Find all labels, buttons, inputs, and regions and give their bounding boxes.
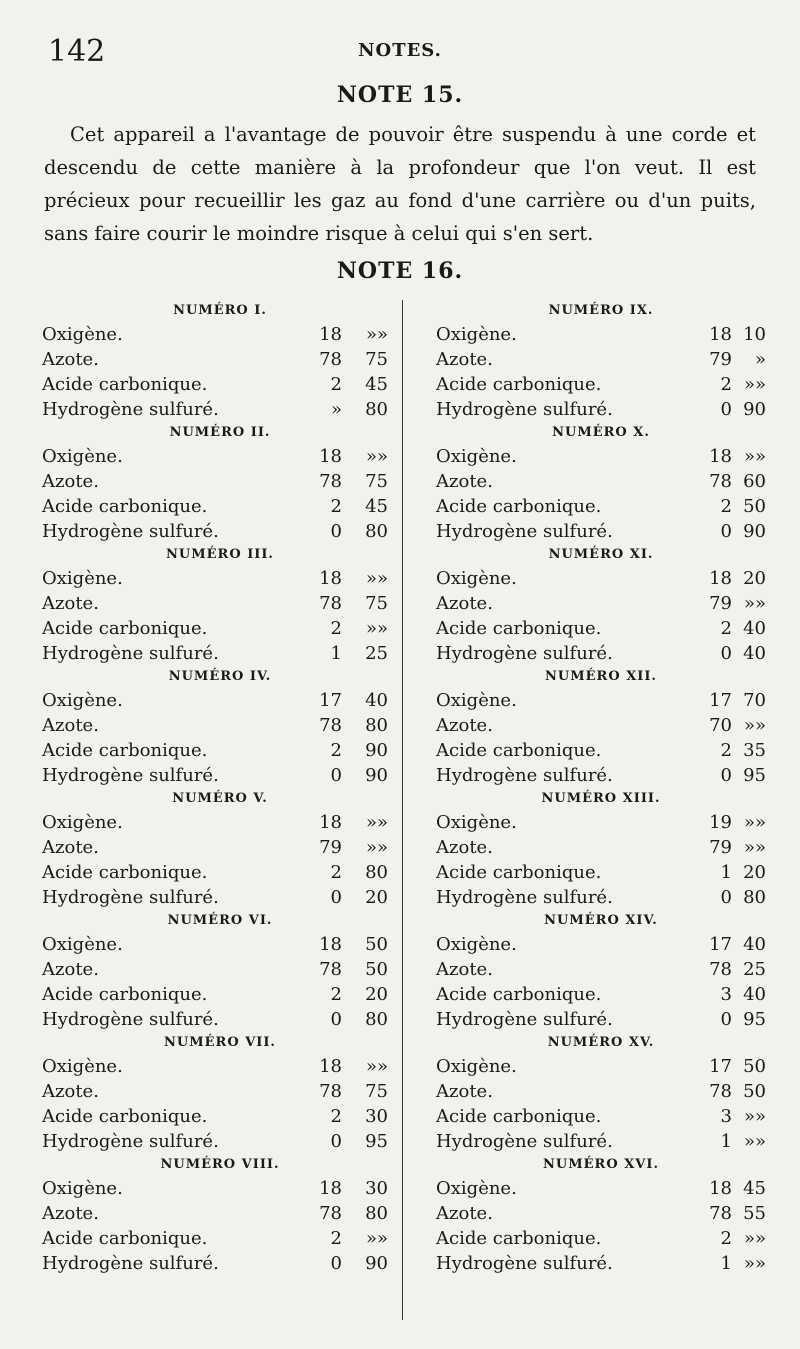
sample-title: NUMÉRO XI. — [548, 547, 654, 562]
gas-value-fraction: »» — [743, 374, 766, 395]
gas-value-whole: 78 — [319, 715, 342, 736]
gas-name: Hydrogène sulfuré. — [42, 399, 219, 420]
gas-value-fraction: »» — [743, 812, 766, 833]
gas-value-fraction: 90 — [365, 740, 388, 761]
gas-name: Azote. — [436, 593, 493, 614]
gas-value-fraction: 80 — [365, 862, 388, 883]
gas-row — [42, 1079, 398, 1104]
gas-value-fraction: 35 — [743, 740, 766, 761]
gas-name: Acide carbonique. — [42, 1106, 208, 1127]
gas-value-whole: 0 — [720, 887, 732, 908]
sample-group — [436, 300, 766, 422]
gas-name: Acide carbonique. — [42, 862, 208, 883]
gas-name: Oxigène. — [42, 1178, 123, 1199]
gas-value-fraction: 45 — [365, 374, 388, 395]
gas-value-fraction: 20 — [743, 568, 766, 589]
gas-name: Oxigène. — [42, 1056, 123, 1077]
sample-title: NUMÉRO XVI. — [543, 1157, 659, 1172]
gas-name: Acide carbonique. — [42, 740, 208, 761]
gas-name: Acide carbonique. — [436, 740, 602, 761]
sample-group — [42, 1154, 398, 1276]
gas-value-fraction: 95 — [743, 1009, 766, 1030]
gas-value-whole: 79 — [709, 837, 732, 858]
gas-value-fraction: 80 — [743, 887, 766, 908]
gas-value-whole: 78 — [319, 471, 342, 492]
gas-name: Azote. — [42, 471, 99, 492]
gas-value-fraction: 25 — [743, 959, 766, 980]
gas-value-fraction: »» — [743, 1253, 766, 1274]
gas-name: Hydrogène sulfuré. — [436, 399, 613, 420]
gas-value-whole: 1 — [720, 1131, 732, 1152]
gas-row — [42, 982, 398, 1007]
gas-row — [436, 347, 766, 372]
gas-row — [436, 519, 766, 544]
gas-value-whole: 18 — [319, 446, 342, 467]
page-header — [40, 34, 760, 70]
gas-row — [436, 372, 766, 397]
gas-row — [42, 519, 398, 544]
gas-value-fraction: 90 — [743, 399, 766, 420]
gas-row — [42, 810, 398, 835]
gas-value-whole: 18 — [319, 934, 342, 955]
gas-row — [42, 1007, 398, 1032]
gas-name: Oxigène. — [42, 446, 123, 467]
gas-row — [436, 322, 766, 347]
gas-name: Oxigène. — [436, 690, 517, 711]
gas-name: Azote. — [436, 837, 493, 858]
gas-value-fraction: »» — [743, 837, 766, 858]
gas-value-fraction: 75 — [365, 1081, 388, 1102]
gas-name: Acide carbonique. — [436, 496, 602, 517]
gas-value-whole: 17 — [709, 934, 732, 955]
gas-name: Hydrogène sulfuré. — [42, 765, 219, 786]
sample-group — [436, 1154, 766, 1276]
gas-row — [42, 860, 398, 885]
sample-group — [436, 1032, 766, 1154]
sample-group — [436, 910, 766, 1032]
right-column — [436, 300, 766, 1276]
gas-value-whole: 2 — [720, 618, 732, 639]
gas-name: Azote. — [436, 959, 493, 980]
gas-row — [42, 397, 398, 422]
gas-value-fraction: 20 — [365, 887, 388, 908]
gas-name: Acide carbonique. — [436, 984, 602, 1005]
gas-value-whole: 78 — [319, 593, 342, 614]
sample-group — [42, 300, 398, 422]
gas-value-whole: 19 — [709, 812, 732, 833]
analysis-tables — [40, 300, 764, 1320]
sample-title: NUMÉRO VII. — [164, 1035, 276, 1050]
gas-row — [42, 494, 398, 519]
gas-value-whole: 18 — [319, 1178, 342, 1199]
note-16-title: NOTE 16. — [336, 258, 464, 284]
gas-value-fraction: 75 — [365, 471, 388, 492]
gas-name: Azote. — [436, 349, 493, 370]
gas-value-whole: 18 — [319, 324, 342, 345]
sample-group — [42, 666, 398, 788]
gas-name: Oxigène. — [42, 690, 123, 711]
gas-name: Hydrogène sulfuré. — [436, 887, 613, 908]
gas-value-whole: 2 — [720, 740, 732, 761]
gas-name: Hydrogène sulfuré. — [436, 643, 613, 664]
gas-name: Oxigène. — [42, 568, 123, 589]
gas-value-whole: 2 — [330, 740, 342, 761]
sample-title: NUMÉRO IV. — [168, 669, 272, 684]
gas-value-whole: 17 — [709, 690, 732, 711]
gas-value-whole: 78 — [319, 959, 342, 980]
gas-row — [42, 444, 398, 469]
gas-row — [436, 1201, 766, 1226]
gas-name: Acide carbonique. — [436, 1228, 602, 1249]
gas-value-fraction: 40 — [743, 984, 766, 1005]
gas-row — [42, 688, 398, 713]
gas-value-whole: 18 — [319, 568, 342, 589]
gas-name: Acide carbonique. — [42, 1228, 208, 1249]
gas-row — [42, 616, 398, 641]
gas-value-fraction: 50 — [743, 1081, 766, 1102]
gas-row — [42, 1226, 398, 1251]
gas-name: Acide carbonique. — [42, 618, 208, 639]
gas-value-fraction: »» — [743, 1228, 766, 1249]
gas-value-whole: 0 — [720, 643, 732, 664]
gas-value-whole: 2 — [330, 618, 342, 639]
gas-name: Acide carbonique. — [436, 374, 602, 395]
gas-name: Hydrogène sulfuré. — [436, 521, 613, 542]
gas-value-fraction: 45 — [365, 496, 388, 517]
gas-value-fraction: »» — [365, 324, 388, 345]
gas-value-whole: 70 — [709, 715, 732, 736]
gas-row — [42, 1176, 398, 1201]
gas-value-fraction: 60 — [743, 471, 766, 492]
gas-value-fraction: »» — [365, 1056, 388, 1077]
gas-name: Hydrogène sulfuré. — [42, 887, 219, 908]
gas-value-fraction: 70 — [743, 690, 766, 711]
sample-title: NUMÉRO IX. — [548, 303, 654, 318]
gas-value-whole: 2 — [720, 496, 732, 517]
gas-row — [436, 763, 766, 788]
page-number: 142 — [48, 34, 106, 69]
gas-row — [436, 982, 766, 1007]
gas-value-whole: 18 — [709, 446, 732, 467]
sample-group — [42, 788, 398, 910]
gas-row — [42, 372, 398, 397]
sample-group — [42, 1032, 398, 1154]
gas-value-whole: 0 — [330, 1253, 342, 1274]
gas-value-whole: 1 — [720, 862, 732, 883]
gas-name: Hydrogène sulfuré. — [42, 1131, 219, 1152]
gas-value-fraction: 80 — [365, 399, 388, 420]
gas-row — [42, 347, 398, 372]
gas-row — [436, 810, 766, 835]
gas-row — [436, 591, 766, 616]
gas-name: Oxigène. — [42, 934, 123, 955]
gas-value-whole: 2 — [330, 496, 342, 517]
gas-name: Oxigène. — [436, 568, 517, 589]
gas-name: Oxigène. — [436, 1178, 517, 1199]
sample-title: NUMÉRO V. — [172, 791, 268, 806]
gas-value-fraction: 30 — [365, 1178, 388, 1199]
gas-name: Acide carbonique. — [436, 862, 602, 883]
gas-row — [436, 494, 766, 519]
gas-value-whole: 3 — [720, 984, 732, 1005]
gas-row — [436, 713, 766, 738]
gas-value-whole: 78 — [319, 349, 342, 370]
gas-row — [436, 397, 766, 422]
gas-row — [436, 1226, 766, 1251]
gas-row — [436, 616, 766, 641]
gas-row — [42, 469, 398, 494]
gas-row — [42, 1201, 398, 1226]
gas-row — [42, 713, 398, 738]
gas-row — [42, 763, 398, 788]
gas-row — [42, 1129, 398, 1154]
gas-value-whole: 78 — [709, 1081, 732, 1102]
gas-name: Azote. — [42, 349, 99, 370]
gas-name: Azote. — [436, 715, 493, 736]
sample-title: NUMÉRO I. — [173, 303, 267, 318]
gas-name: Azote. — [42, 1203, 99, 1224]
gas-name: Oxigène. — [436, 1056, 517, 1077]
gas-value-fraction: 45 — [743, 1178, 766, 1199]
gas-value-fraction: 80 — [365, 1009, 388, 1030]
gas-value-fraction: 40 — [743, 934, 766, 955]
gas-value-fraction: 20 — [365, 984, 388, 1005]
gas-value-whole: 18 — [319, 1056, 342, 1077]
column-divider — [402, 300, 403, 1320]
gas-row — [436, 566, 766, 591]
gas-value-whole: 78 — [709, 471, 732, 492]
gas-value-fraction: 50 — [743, 1056, 766, 1077]
gas-value-fraction: »» — [365, 1228, 388, 1249]
gas-value-whole: 2 — [330, 1106, 342, 1127]
gas-name: Oxigène. — [42, 324, 123, 345]
gas-value-whole: 0 — [330, 521, 342, 542]
gas-value-fraction: 75 — [365, 349, 388, 370]
gas-value-fraction: »» — [743, 446, 766, 467]
sample-title: NUMÉRO XV. — [547, 1035, 655, 1050]
gas-row — [42, 932, 398, 957]
gas-value-whole: 18 — [709, 568, 732, 589]
gas-row — [42, 322, 398, 347]
gas-row — [436, 957, 766, 982]
gas-row — [42, 885, 398, 910]
gas-value-fraction: 50 — [365, 934, 388, 955]
gas-name: Azote. — [42, 959, 99, 980]
note-15-title: NOTE 15. — [336, 82, 464, 108]
gas-value-whole: 0 — [330, 1009, 342, 1030]
gas-value-whole: 2 — [720, 1228, 732, 1249]
sample-title: NUMÉRO VIII. — [160, 1157, 280, 1172]
gas-value-fraction: »» — [743, 593, 766, 614]
sample-group — [42, 910, 398, 1032]
gas-name: Azote. — [436, 471, 493, 492]
gas-value-whole: 2 — [720, 374, 732, 395]
sample-title: NUMÉRO XIV. — [544, 913, 658, 928]
gas-row — [436, 1079, 766, 1104]
gas-name: Azote. — [42, 715, 99, 736]
gas-name: Hydrogène sulfuré. — [436, 1009, 613, 1030]
gas-value-fraction: 90 — [365, 1253, 388, 1274]
gas-value-fraction: 75 — [365, 593, 388, 614]
gas-name: Hydrogène sulfuré. — [42, 521, 219, 542]
gas-name: Hydrogène sulfuré. — [436, 1253, 613, 1274]
gas-row — [436, 444, 766, 469]
gas-name: Acide carbonique. — [436, 1106, 602, 1127]
gas-name: Oxigène. — [436, 934, 517, 955]
gas-row — [42, 1251, 398, 1276]
gas-name: Acide carbonique. — [436, 618, 602, 639]
gas-value-fraction: 55 — [743, 1203, 766, 1224]
gas-name: Oxigène. — [42, 812, 123, 833]
gas-value-whole: 0 — [330, 1131, 342, 1152]
gas-value-whole: 0 — [720, 1009, 732, 1030]
gas-value-whole: 0 — [720, 521, 732, 542]
gas-value-fraction: »» — [365, 812, 388, 833]
gas-value-whole: 2 — [330, 984, 342, 1005]
gas-row — [436, 1251, 766, 1276]
gas-value-fraction: 90 — [743, 521, 766, 542]
gas-value-fraction: »» — [365, 837, 388, 858]
gas-value-whole: 0 — [720, 765, 732, 786]
sample-title: NUMÉRO XII. — [545, 669, 657, 684]
gas-value-fraction: 20 — [743, 862, 766, 883]
gas-row — [436, 688, 766, 713]
sample-group — [436, 666, 766, 788]
gas-value-fraction: 10 — [743, 324, 766, 345]
gas-value-fraction: 80 — [365, 1203, 388, 1224]
sample-group — [42, 544, 398, 666]
gas-value-whole: 78 — [319, 1203, 342, 1224]
gas-value-whole: 79 — [709, 593, 732, 614]
sample-title: NUMÉRO XIII. — [541, 791, 661, 806]
note-15-text: Cet appareil a l'avantage de pouvoir être suspendu à une corde et descendu de cette manière à la profondeur que l'on veut. Il est précieux pour recueillir les gaz au fond d'une carrière ou d'un puits, sans faire courir le moindre risque à celui qui s'en sert. — [44, 123, 756, 245]
gas-value-fraction: 80 — [365, 715, 388, 736]
gas-value-whole: 79 — [709, 349, 732, 370]
gas-name: Azote. — [436, 1203, 493, 1224]
gas-value-fraction: 80 — [365, 521, 388, 542]
gas-value-whole: 18 — [709, 324, 732, 345]
gas-name: Hydrogène sulfuré. — [436, 765, 613, 786]
gas-name: Azote. — [436, 1081, 493, 1102]
gas-name: Hydrogène sulfuré. — [42, 643, 219, 664]
gas-row — [436, 1007, 766, 1032]
gas-name: Acide carbonique. — [42, 496, 208, 517]
gas-row — [436, 1054, 766, 1079]
gas-value-whole: 0 — [720, 399, 732, 420]
gas-name: Oxigène. — [436, 812, 517, 833]
sample-group — [436, 544, 766, 666]
gas-name: Oxigène. — [436, 446, 517, 467]
sample-title: NUMÉRO III. — [166, 547, 274, 562]
gas-row — [436, 1104, 766, 1129]
gas-row — [436, 1129, 766, 1154]
running-head: NOTES. — [358, 40, 442, 61]
gas-value-whole: 2 — [330, 862, 342, 883]
gas-value-whole: 18 — [709, 1178, 732, 1199]
gas-row — [42, 738, 398, 763]
sample-title: NUMÉRO X. — [552, 425, 650, 440]
gas-value-fraction: »» — [743, 1131, 766, 1152]
gas-row — [436, 932, 766, 957]
gas-row — [436, 860, 766, 885]
gas-value-whole: 78 — [319, 1081, 342, 1102]
gas-value-whole: 17 — [709, 1056, 732, 1077]
sample-group — [436, 788, 766, 910]
gas-value-fraction: »» — [743, 1106, 766, 1127]
gas-value-whole: 1 — [330, 643, 342, 664]
sample-title: NUMÉRO II. — [169, 425, 271, 440]
gas-name: Acide carbonique. — [42, 374, 208, 395]
gas-row — [436, 835, 766, 860]
gas-name: Hydrogène sulfuré. — [42, 1253, 219, 1274]
gas-value-fraction: »» — [365, 568, 388, 589]
gas-value-fraction: 90 — [365, 765, 388, 786]
gas-name: Oxigène. — [436, 324, 517, 345]
gas-value-whole: 17 — [319, 690, 342, 711]
gas-row — [436, 469, 766, 494]
gas-value-fraction: 95 — [365, 1131, 388, 1152]
gas-row — [42, 1104, 398, 1129]
gas-row — [436, 738, 766, 763]
gas-value-fraction: 50 — [365, 959, 388, 980]
gas-name: Hydrogène sulfuré. — [42, 1009, 219, 1030]
sample-group — [436, 422, 766, 544]
gas-value-fraction: 40 — [743, 643, 766, 664]
gas-value-whole: 79 — [319, 837, 342, 858]
gas-row — [42, 566, 398, 591]
gas-name: Azote. — [42, 1081, 99, 1102]
gas-value-whole: 3 — [720, 1106, 732, 1127]
gas-value-whole: 18 — [319, 812, 342, 833]
gas-value-fraction: 50 — [743, 496, 766, 517]
gas-row — [42, 835, 398, 860]
sample-group — [42, 422, 398, 544]
gas-name: Azote. — [42, 593, 99, 614]
gas-row — [42, 641, 398, 666]
gas-value-whole: 0 — [330, 765, 342, 786]
gas-value-whole: 78 — [709, 959, 732, 980]
gas-value-fraction: »» — [365, 446, 388, 467]
gas-value-fraction: 40 — [743, 618, 766, 639]
gas-value-fraction: »» — [365, 618, 388, 639]
gas-row — [436, 641, 766, 666]
gas-value-fraction: »» — [743, 715, 766, 736]
gas-value-whole: 2 — [330, 374, 342, 395]
gas-row — [436, 1176, 766, 1201]
gas-row — [42, 591, 398, 616]
gas-value-whole: 1 — [720, 1253, 732, 1274]
gas-value-fraction: 25 — [365, 643, 388, 664]
gas-value-whole: 2 — [330, 1228, 342, 1249]
gas-value-fraction: 95 — [743, 765, 766, 786]
gas-name: Hydrogène sulfuré. — [436, 1131, 613, 1152]
gas-row — [42, 957, 398, 982]
gas-name: Acide carbonique. — [42, 984, 208, 1005]
gas-row — [42, 1054, 398, 1079]
gas-value-whole: 0 — [330, 887, 342, 908]
gas-value-whole: » — [330, 399, 342, 420]
gas-value-whole: 78 — [709, 1203, 732, 1224]
sample-title: NUMÉRO VI. — [167, 913, 273, 928]
gas-value-fraction: 30 — [365, 1106, 388, 1127]
left-column — [42, 300, 398, 1276]
gas-row — [436, 885, 766, 910]
gas-value-fraction: 40 — [365, 690, 388, 711]
gas-value-fraction: » — [754, 349, 766, 370]
gas-name: Azote. — [42, 837, 99, 858]
